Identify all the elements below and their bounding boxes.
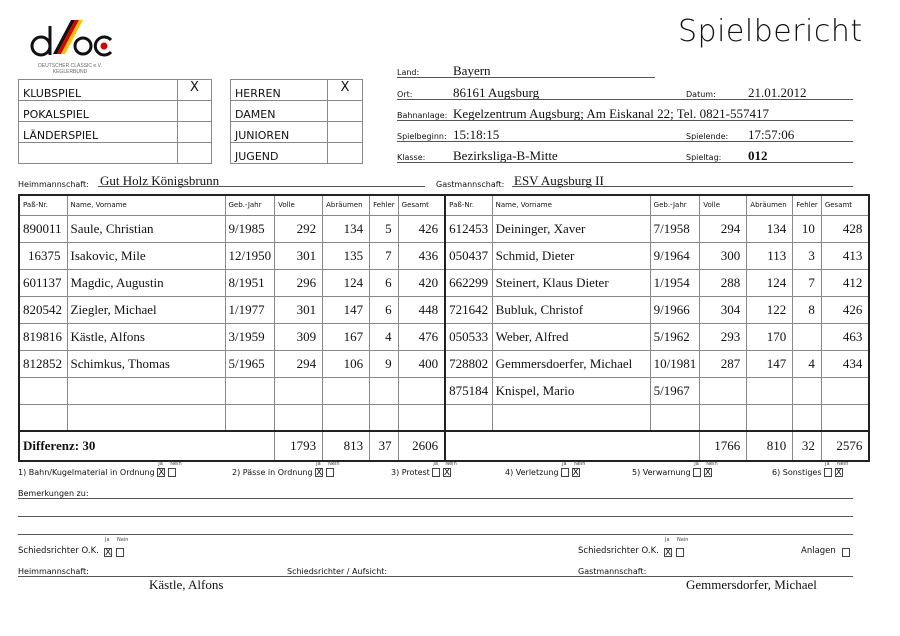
page-title: Spielbericht [678, 14, 863, 49]
pass-nr-cell[interactable] [445, 404, 492, 431]
pass-nr-cell[interactable]: 812852 [19, 350, 67, 377]
question-item [772, 461, 849, 478]
table-row [19, 215, 869, 242]
geb-jahr-cell[interactable]: 5/1965 [225, 350, 275, 377]
nein-label: Nein [170, 461, 182, 467]
spielart-mark[interactable] [178, 143, 212, 164]
nein-checkbox[interactable]: X [572, 468, 579, 478]
gesamt-cell[interactable]: 426 [821, 296, 869, 323]
geb-jahr-cell[interactable]: 8/1951 [225, 269, 275, 296]
results-table [18, 194, 870, 462]
gesamt-cell[interactable]: 400 [398, 350, 445, 377]
ort-value[interactable]: 86161 Augsburg [453, 85, 540, 100]
gesamt-cell[interactable]: 412 [821, 269, 869, 296]
referee-ok-home-label: Schiedsrichter O.K. [18, 546, 99, 556]
volle-cell[interactable]: 300 [700, 242, 747, 269]
sign-home-label: Heimmannschaft: [18, 567, 89, 576]
ja-checkbox[interactable] [432, 468, 440, 477]
pass-nr-cell[interactable] [19, 404, 67, 431]
guest-team-label: Gastmannschaft: [436, 180, 505, 189]
spielart-mark[interactable]: X [178, 80, 212, 101]
gesamt-cell[interactable]: 426 [398, 215, 445, 242]
anlagen-label: Anlagen [801, 546, 836, 556]
volle-cell[interactable]: 304 [700, 296, 747, 323]
land-label: Land: [397, 68, 420, 77]
column-header: Name, Vorname [67, 195, 225, 215]
column-header: Paß-Nr. [445, 195, 492, 215]
name-cell[interactable] [67, 404, 225, 431]
fehler-cell[interactable]: 3 [793, 242, 822, 269]
name-cell[interactable]: Schimkus, Thomas [67, 350, 225, 377]
remarks-line[interactable] [18, 498, 853, 499]
ja-label: Ja [316, 461, 321, 467]
nein-checkbox[interactable]: X [835, 468, 842, 478]
ja-label: Ja [562, 461, 567, 467]
guest-total-abraeumen: 810 [747, 431, 793, 461]
fehler-cell[interactable] [793, 377, 822, 404]
pass-nr-cell[interactable]: 819816 [19, 323, 67, 350]
pass-nr-cell[interactable]: 721642 [445, 296, 492, 323]
klasse-value[interactable]: Bezirksliga-B-Mitte [453, 148, 558, 163]
geb-jahr-cell[interactable]: 10/1981 [650, 350, 700, 377]
volle-cell[interactable]: 301 [275, 242, 323, 269]
nein-checkbox[interactable] [168, 468, 176, 477]
gesamt-cell[interactable]: 463 [821, 323, 869, 350]
gesamt-cell[interactable]: 448 [398, 296, 445, 323]
kategorie-label: DAMEN [231, 101, 328, 122]
pass-nr-cell[interactable]: 728802 [445, 350, 492, 377]
question-item [632, 461, 718, 478]
abraeumen-cell[interactable]: 122 [747, 296, 793, 323]
ort-label: Ort: [397, 90, 413, 99]
ja-label: Ja [665, 537, 670, 543]
sign-guest-name[interactable]: Gemmersdorfer, Michael [686, 577, 817, 592]
pass-nr-cell[interactable]: 820542 [19, 296, 67, 323]
ja-label: Ja [105, 537, 110, 543]
logo-subtitle: DEUTSCHER CLASSIC e.V. KEGLERBUND [38, 63, 102, 75]
abraeumen-cell[interactable]: 167 [323, 323, 370, 350]
home-team-label: Heimmannschaft: [18, 180, 89, 189]
gesamt-cell[interactable]: 420 [398, 269, 445, 296]
abraeumen-cell[interactable]: 147 [747, 350, 793, 377]
guest-totals-spacer [445, 431, 700, 461]
nein-label: Nein [677, 537, 689, 543]
remarks-line[interactable] [18, 534, 853, 535]
volle-cell[interactable] [275, 404, 323, 431]
geb-jahr-cell[interactable]: 7/1958 [650, 215, 700, 242]
volle-cell[interactable]: 309 [275, 323, 323, 350]
volle-cell[interactable] [700, 377, 747, 404]
volle-cell[interactable]: 293 [700, 323, 747, 350]
geb-jahr-cell[interactable]: 9/1966 [650, 296, 700, 323]
fehler-cell[interactable]: 10 [793, 215, 822, 242]
pass-nr-cell[interactable]: 890011 [19, 215, 67, 242]
ja-checkbox[interactable]: X [158, 468, 165, 478]
spielart-box [18, 79, 212, 164]
fehler-cell[interactable]: 7 [793, 269, 822, 296]
bemerkungen-label: Bemerkungen zu: [18, 489, 89, 498]
column-header: Volle [700, 195, 747, 215]
gesamt-cell[interactable] [398, 377, 445, 404]
column-header: Volle [275, 195, 323, 215]
nein-checkbox[interactable]: X [704, 468, 711, 478]
fehler-cell[interactable]: 4 [370, 323, 399, 350]
table-row [19, 404, 869, 431]
pass-nr-cell[interactable]: 601137 [19, 269, 67, 296]
volle-cell[interactable]: 287 [700, 350, 747, 377]
pass-nr-cell[interactable]: 16375 [19, 242, 67, 269]
ja-label: Ja [825, 461, 830, 467]
table-row [19, 350, 869, 377]
column-header: Fehler [793, 195, 822, 215]
abraeumen-cell[interactable]: 134 [747, 215, 793, 242]
land-value[interactable]: Bayern [453, 63, 491, 78]
totals-row [19, 431, 869, 461]
spielart-mark[interactable] [178, 122, 212, 143]
referee-ok-guest-label: Schiedsrichter O.K. [578, 546, 659, 556]
nein-label: Nein [328, 461, 340, 467]
home-total-volle: 1793 [275, 431, 323, 461]
ja-checkbox[interactable]: X [105, 548, 112, 559]
geb-jahr-cell[interactable] [225, 377, 275, 404]
guest-team-value[interactable]: ESV Augsburg II [514, 173, 604, 188]
guest-total-volle: 1766 [700, 431, 747, 461]
spielart-label: KLUBSPIEL [19, 80, 178, 101]
ja-checkbox[interactable] [561, 468, 569, 477]
nein-checkbox[interactable] [116, 548, 124, 557]
volle-cell[interactable] [700, 404, 747, 431]
question-item [391, 461, 457, 478]
spielart-label [19, 143, 178, 164]
kategorie-mark[interactable] [328, 101, 363, 122]
table-row [19, 323, 869, 350]
fehler-cell[interactable] [793, 404, 822, 431]
column-header: Geb.-Jahr [225, 195, 275, 215]
pass-nr-cell[interactable]: 050533 [445, 323, 492, 350]
spielende-value[interactable]: 17:57:06 [748, 127, 795, 142]
geb-jahr-cell[interactable]: 9/1964 [650, 242, 700, 269]
name-cell[interactable]: Ziegler, Michael [67, 296, 225, 323]
name-cell[interactable] [492, 404, 650, 431]
sign-home-name[interactable]: Kästle, Alfons [149, 577, 224, 592]
kategorie-label: JUGEND [231, 143, 328, 164]
nein-label: Nein [117, 537, 129, 543]
nein-label: Nein [445, 461, 457, 467]
kategorie-mark[interactable]: X [328, 80, 363, 101]
geb-jahr-cell[interactable]: 5/1962 [650, 323, 700, 350]
abraeumen-cell[interactable]: 135 [323, 242, 370, 269]
sign-referee-label: Schiedsrichter / Aufsicht: [287, 567, 388, 576]
volle-cell[interactable]: 296 [275, 269, 323, 296]
spieltag-label: Spieltag: [686, 153, 722, 162]
ja-checkbox[interactable] [824, 468, 832, 477]
geb-jahr-cell[interactable]: 1/1977 [225, 296, 275, 323]
volle-cell[interactable]: 292 [275, 215, 323, 242]
spielart-label: LÄNDERSPIEL [19, 122, 178, 143]
name-cell[interactable]: Deininger, Xaver [492, 215, 650, 242]
question-label: 6) Sonstiges [772, 468, 822, 477]
geb-jahr-cell[interactable] [650, 404, 700, 431]
geb-jahr-cell[interactable]: 12/1950 [225, 242, 275, 269]
pass-nr-cell[interactable]: 612453 [445, 215, 492, 242]
anlagen-checkbox[interactable] [842, 548, 850, 557]
pass-nr-cell[interactable]: 050437 [445, 242, 492, 269]
pass-nr-cell[interactable] [19, 377, 67, 404]
name-cell[interactable]: Kästle, Alfons [67, 323, 225, 350]
ja-label: Ja [158, 461, 163, 467]
geb-jahr-cell[interactable] [225, 404, 275, 431]
abraeumen-cell[interactable]: 147 [323, 296, 370, 323]
kategorie-label: HERREN [231, 80, 328, 101]
fehler-cell[interactable]: 5 [370, 215, 399, 242]
column-header: Gesamt [398, 195, 445, 215]
abraeumen-cell[interactable] [323, 404, 370, 431]
geb-jahr-cell[interactable]: 9/1985 [225, 215, 275, 242]
gesamt-cell[interactable] [398, 404, 445, 431]
ja-checkbox[interactable]: X [316, 468, 323, 478]
name-cell[interactable]: Magdic, Augustin [67, 269, 225, 296]
datum-label: Datum: [686, 90, 716, 99]
kategorie-mark[interactable] [328, 143, 363, 164]
datum-value[interactable]: 21.01.2012 [748, 85, 807, 100]
table-row [19, 296, 869, 323]
spielart-mark[interactable] [178, 101, 212, 122]
abraeumen-cell[interactable] [323, 377, 370, 404]
name-cell[interactable]: Isakovic, Mile [67, 242, 225, 269]
fehler-cell[interactable]: 7 [370, 242, 399, 269]
kategorie-mark[interactable] [328, 122, 363, 143]
pass-nr-cell[interactable]: 662299 [445, 269, 492, 296]
guest-total-gesamt: 2576 [821, 431, 869, 461]
spielbeginn-label: Spielbeginn: [397, 132, 447, 141]
spielart-label: POKALSPIEL [19, 101, 178, 122]
nein-label: Nein [837, 461, 849, 467]
fehler-cell[interactable] [370, 404, 399, 431]
abraeumen-cell[interactable]: 106 [323, 350, 370, 377]
guest-total-fehler: 32 [793, 431, 822, 461]
table-row [19, 242, 869, 269]
name-cell[interactable]: Steinert, Klaus Dieter [492, 269, 650, 296]
home-total-gesamt: 2606 [398, 431, 445, 461]
abraeumen-cell[interactable]: 124 [323, 269, 370, 296]
column-header: Gesamt [821, 195, 869, 215]
question-label: 5) Verwarnung [632, 468, 691, 477]
bahnanlage-value[interactable]: Kegelzentrum Augsburg; Am Eiskanal 22; Tel. 0821-557417 [453, 106, 769, 121]
spieltag-value[interactable]: 012 [748, 148, 768, 163]
bahnanlage-label: Bahnanlage: [397, 111, 448, 120]
spielbeginn-value[interactable]: 15:18:15 [453, 127, 500, 142]
remarks-line[interactable] [18, 516, 853, 517]
gesamt-cell[interactable]: 413 [821, 242, 869, 269]
name-cell[interactable]: Bubluk, Christof [492, 296, 650, 323]
volle-cell[interactable]: 288 [700, 269, 747, 296]
question-label: 4) Verletzung [505, 468, 559, 477]
abraeumen-cell[interactable]: 113 [747, 242, 793, 269]
volle-cell[interactable] [275, 377, 323, 404]
table-row [19, 377, 869, 404]
table-header [19, 195, 869, 215]
fehler-cell[interactable]: 8 [793, 296, 822, 323]
fehler-cell[interactable]: 6 [370, 269, 399, 296]
fehler-cell[interactable] [370, 377, 399, 404]
nein-label: Nein [706, 461, 718, 467]
spielende-label: Spielende: [686, 132, 729, 141]
fehler-cell[interactable] [793, 323, 822, 350]
question-label: 1) Bahn/Kugelmaterial in Ordnung [18, 468, 155, 477]
column-header: Fehler [370, 195, 399, 215]
question-item [18, 461, 182, 478]
abraeumen-cell[interactable]: 170 [747, 323, 793, 350]
ja-checkbox[interactable] [693, 468, 701, 477]
nein-checkbox[interactable]: X [443, 468, 451, 478]
column-header: Name, Vorname [492, 195, 650, 215]
fehler-cell[interactable]: 9 [370, 350, 399, 377]
pass-nr-cell[interactable]: 875184 [445, 377, 492, 404]
gesamt-cell[interactable]: 434 [821, 350, 869, 377]
name-cell[interactable] [67, 377, 225, 404]
gesamt-cell[interactable]: 436 [398, 242, 445, 269]
nein-checkbox[interactable] [676, 548, 684, 557]
question-label: 3) Protest [391, 468, 430, 477]
volle-cell[interactable]: 294 [275, 350, 323, 377]
question-item [232, 461, 340, 478]
klasse-label: Klasse: [397, 153, 426, 162]
name-cell[interactable]: Weber, Alfred [492, 323, 650, 350]
dkbc-logo [25, 12, 115, 75]
column-header: Paß-Nr. [19, 195, 67, 215]
fehler-cell[interactable]: 4 [793, 350, 822, 377]
abraeumen-cell[interactable] [747, 377, 793, 404]
sign-guest-label: Gastmannschaft: [578, 567, 647, 576]
ja-checkbox[interactable]: X [665, 548, 672, 559]
abraeumen-cell[interactable]: 124 [747, 269, 793, 296]
column-header: Abräumen [747, 195, 793, 215]
geb-jahr-cell[interactable]: 1/1954 [650, 269, 700, 296]
gesamt-cell[interactable] [821, 377, 869, 404]
kategorie-box [230, 79, 363, 164]
abraeumen-cell[interactable]: 134 [323, 215, 370, 242]
question-label: 2) Pässe in Ordnung [232, 468, 313, 477]
ja-label: Ja [694, 461, 699, 467]
home-total-fehler: 37 [370, 431, 399, 461]
nein-label: Nein [574, 461, 586, 467]
question-item [505, 461, 586, 478]
table-row [19, 269, 869, 296]
geb-jahr-cell[interactable]: 3/1959 [225, 323, 275, 350]
name-cell[interactable]: Schmid, Dieter [492, 242, 650, 269]
column-header: Abräumen [323, 195, 370, 215]
ja-label: Ja [433, 461, 438, 467]
gesamt-cell[interactable] [821, 404, 869, 431]
abraeumen-cell[interactable] [747, 404, 793, 431]
name-cell[interactable]: Knispel, Mario [492, 377, 650, 404]
kategorie-label: JUNIOREN [231, 122, 328, 143]
home-team-value[interactable]: Gut Holz Königsbrunn [100, 173, 220, 188]
fehler-cell[interactable]: 6 [370, 296, 399, 323]
column-header: Geb.-Jahr [650, 195, 700, 215]
difference-label: Differenz: 30 [19, 431, 275, 461]
geb-jahr-cell[interactable]: 5/1967 [650, 377, 700, 404]
volle-cell[interactable]: 301 [275, 296, 323, 323]
gesamt-cell[interactable]: 476 [398, 323, 445, 350]
home-total-abraeumen: 813 [323, 431, 370, 461]
volle-cell[interactable]: 294 [700, 215, 747, 242]
name-cell[interactable]: Gemmersdoerfer, Michael [492, 350, 650, 377]
name-cell[interactable]: Saule, Christian [67, 215, 225, 242]
gesamt-cell[interactable]: 428 [821, 215, 869, 242]
nein-checkbox[interactable] [326, 468, 334, 477]
